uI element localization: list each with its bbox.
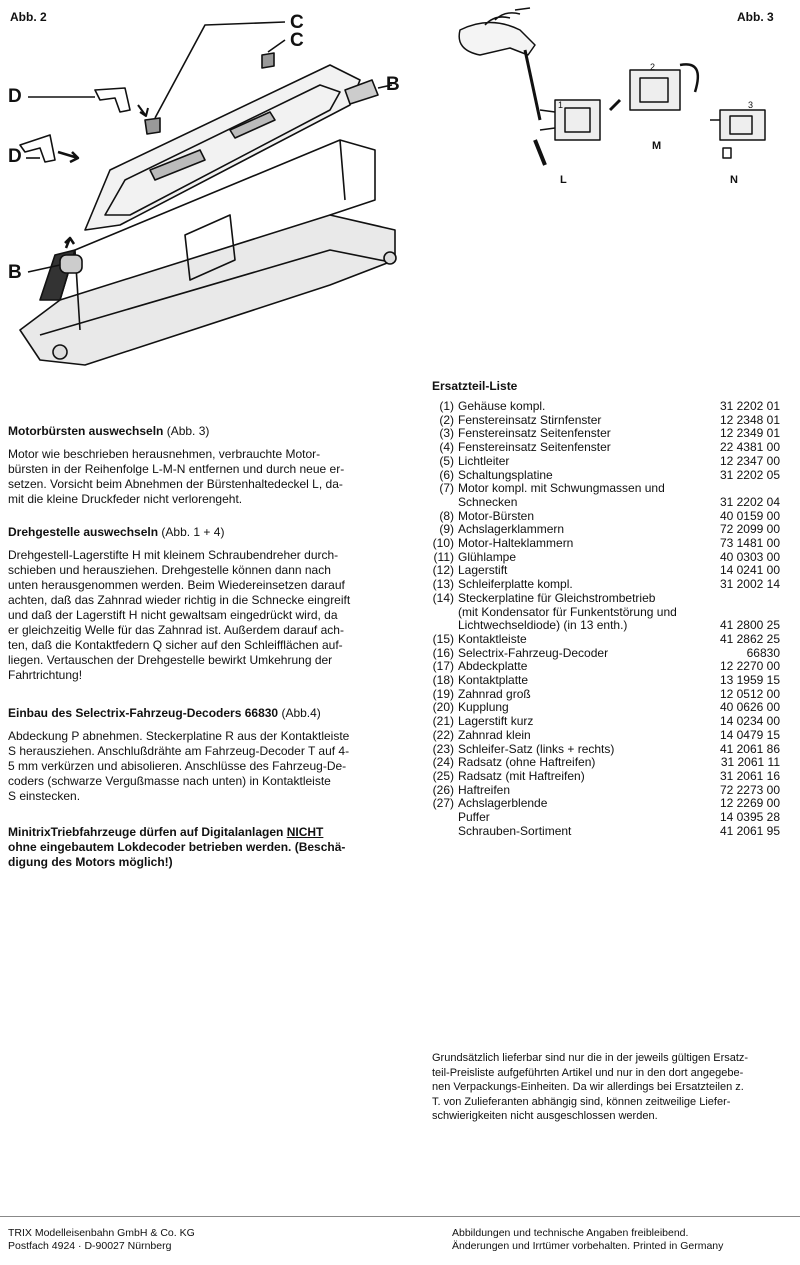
part-name: Lichtwechseldiode) (in 13 enth.) [458, 618, 628, 633]
part-name: Haftreifen [458, 782, 511, 797]
callout-d-upper: D [8, 86, 22, 107]
part-number-index: (12) [432, 563, 454, 578]
warning-line-1 [8, 825, 400, 840]
part-order-number: 40 0626 00 [719, 700, 780, 715]
part-name: Motor kompl. mit Schwungmassen und [458, 481, 665, 496]
section-bogies-heading [8, 525, 224, 540]
part-order-number: 12 2270 00 [719, 659, 780, 674]
text-line: mit die kleine Druckfeder nicht verlorengeht. [8, 492, 243, 506]
part-order-number: 31 2061 16 [719, 768, 780, 783]
section-motor-brushes-title: Motorbürsten auswechseln [8, 424, 164, 438]
parts-row [414, 482, 794, 496]
callout-d-lower: D [8, 146, 22, 167]
part-number-index: (14) [432, 590, 454, 605]
text-line: schieben und herausziehen. Drehgestelle können dann nach [8, 563, 331, 577]
figure-3-label: Abb. 3 [737, 10, 774, 24]
figure-3-motor-brush-drawing [440, 0, 780, 180]
footer-divider [0, 1216, 800, 1217]
section-decoder-text [8, 729, 400, 804]
part-order-number: 14 0395 28 [719, 810, 780, 824]
part-name: Fenstereinsatz Seitenfenster [458, 426, 611, 441]
part-number-index: (2) [439, 412, 454, 427]
text-line: achten, daß das Zahnrad wieder richtig in die Schnecke eingreift [8, 593, 351, 607]
parts-row [414, 729, 794, 743]
text-line: Abdeckung P abnehmen. Steckerplatine R aus der Kontaktleiste [8, 729, 350, 743]
part-order-number: 14 0234 00 [719, 714, 780, 729]
part-number-index: (17) [432, 659, 454, 674]
section-motor-brushes-text [8, 447, 400, 507]
digital-warning [8, 825, 400, 870]
part-number-index: (27) [432, 796, 454, 811]
text-line: coders (schwarze Vergußmasse nach unten) in Kontaktleiste [8, 774, 331, 788]
part-name: Zahnrad klein [458, 727, 531, 742]
parts-row [414, 537, 794, 551]
parts-row [414, 427, 794, 441]
parts-row [414, 647, 794, 661]
part-name: Steckerplatine für Gleichstrombetrieb [458, 590, 656, 605]
abb3-mark-3: 3 [748, 100, 754, 110]
parts-row [414, 510, 794, 524]
section-bogies-text [8, 548, 400, 683]
parts-row [414, 455, 794, 469]
part-name: Puffer [458, 810, 490, 824]
section-bogies-ref: (Abb. 1 + 4) [158, 525, 225, 539]
part-number-index: (9) [439, 522, 454, 537]
part-number-index: (11) [433, 549, 454, 564]
callout-c-upper: C [290, 12, 304, 33]
section-decoder-title: Einbau des Selectrix-Fahrzeug-Decoders 66830 [8, 706, 279, 720]
warning-text: MinitrixTriebfahrzeuge dürfen auf Digitalanlagen [8, 825, 287, 839]
parts-row [414, 756, 794, 770]
part-name: Abdeckplatte [458, 659, 528, 674]
part-number-index: (3) [439, 426, 454, 441]
text-line: bürsten in der Reihenfolge L-M-N entfernen und durch neue er- [8, 462, 345, 476]
footer-address: Postfach 4924 · D-90027 Nürnberg [8, 1240, 172, 1252]
part-number-index: (6) [439, 467, 454, 482]
part-order-number: 22 4381 00 [719, 440, 780, 455]
part-order-number: 12 0512 00 [719, 686, 780, 701]
part-name: Schaltungsplatine [458, 467, 553, 482]
callout-l: L [560, 174, 567, 186]
parts-row [414, 469, 794, 483]
note-line: schwierigkeiten nicht ausgeschlossen werden. [432, 1110, 658, 1122]
text-line: 5 mm verkürzen und abisolieren. Anschlüsse des Fahrzeug-De- [8, 759, 347, 773]
text-line: S einstecken. [8, 789, 81, 803]
part-name: Lagerstift kurz [458, 714, 534, 729]
part-number-index: (24) [432, 755, 454, 770]
warning-emphasis: NICHT [286, 825, 324, 839]
parts-row [414, 592, 794, 606]
part-order-number: 31 2202 01 [719, 399, 780, 413]
parts-row [414, 701, 794, 715]
abb3-mark-2: 2 [650, 62, 656, 72]
note-line: nen Verpackungs-Einheiten. Da wir allerdings bei Ersatzteilen z. [432, 1081, 744, 1093]
availability-note [432, 1051, 792, 1124]
warning-line-2: ohne eingebautem Lokdecoder betrieben werden. (Beschä- [8, 840, 346, 854]
parts-row [414, 523, 794, 537]
part-number-index: (1) [439, 399, 454, 413]
part-name: Schleifer-Satz (links + rechts) [458, 741, 615, 756]
parts-row [414, 797, 794, 811]
footer-disclaimer [452, 1227, 723, 1253]
part-name: Achslagerblende [458, 796, 548, 811]
part-name: Schnecken [458, 494, 518, 509]
part-number-index: (20) [432, 700, 454, 715]
text-line: unten herausgenommen werden. Beim Wiedereinsetzen darauf [8, 578, 345, 592]
part-number-index: (19) [432, 686, 454, 701]
parts-row [414, 564, 794, 578]
part-order-number: 31 2002 14 [719, 577, 780, 592]
part-order-number: 72 2099 00 [719, 522, 780, 537]
part-name: Radsatz (ohne Haftreifen) [458, 755, 596, 770]
parts-list-title: Ersatzteil-Liste [432, 379, 518, 393]
parts-row [414, 674, 794, 688]
part-order-number: 66830 [746, 645, 780, 660]
note-line: T. von Zulieferanten abhängig sind, können zeitweilige Liefer- [432, 1095, 731, 1108]
parts-row [414, 770, 794, 784]
abb3-mark-1: 1 [558, 100, 564, 110]
footer-disclaimer-line-2: Änderungen und Irrtümer vorbehalten. Printed in Germany [452, 1240, 724, 1252]
parts-row [414, 578, 794, 592]
part-name: Achslagerklammern [458, 522, 565, 537]
parts-row [414, 784, 794, 798]
part-name: Kontaktleiste [458, 631, 527, 646]
part-order-number: 31 2202 04 [719, 494, 780, 509]
part-name: Lagerstift [458, 563, 508, 578]
text-line: setzen. Vorsicht beim Abnehmen der Bürstenhaltedeckel L, da- [8, 477, 343, 491]
part-name: Radsatz (mit Haftreifen) [458, 768, 585, 783]
part-number-index: (7) [439, 481, 454, 496]
section-decoder-heading [8, 706, 321, 721]
part-number-index: (13) [432, 577, 454, 592]
text-line: Motor wie beschrieben herausnehmen, verbrauchte Motor- [8, 447, 321, 461]
footer-company: TRIX Modelleisenbahn GmbH & Co. KG [8, 1227, 195, 1239]
parts-row [414, 811, 794, 825]
part-order-number: 40 0159 00 [719, 508, 780, 523]
part-order-number: 12 2269 00 [719, 796, 780, 811]
part-order-number: 41 2862 25 [719, 631, 780, 646]
callout-b-left: B [8, 262, 22, 283]
part-order-number: 12 2347 00 [719, 453, 780, 468]
part-order-number: 41 2061 95 [719, 823, 780, 838]
section-motor-brushes-heading [8, 424, 209, 439]
part-number-index: (22) [432, 727, 454, 742]
footer-disclaimer-line-1: Abbildungen und technische Angaben freibleibend. [452, 1227, 689, 1239]
part-number-index: (8) [439, 508, 454, 523]
parts-row [414, 551, 794, 565]
parts-list [414, 400, 794, 850]
part-order-number: 40 0303 00 [719, 549, 780, 564]
callout-n: N [730, 174, 738, 186]
part-name: (mit Kondensator für Funkentstörung und [458, 604, 677, 619]
part-number-index: (18) [432, 673, 454, 687]
part-order-number: 31 2202 05 [719, 467, 780, 482]
parts-row [414, 633, 794, 647]
parts-row [414, 619, 794, 633]
parts-row [414, 743, 794, 757]
parts-row [414, 400, 794, 414]
part-order-number: 72 2273 00 [719, 782, 780, 797]
part-name: Zahnrad groß [458, 686, 531, 701]
text-line: Drehgestell-Lagerstifte H mit kleinem Schraubendreher durch- [8, 548, 339, 562]
part-name: Schleiferplatte kompl. [458, 577, 573, 592]
part-number-index: (4) [439, 440, 454, 455]
part-order-number: 12 2348 01 [719, 412, 780, 427]
part-order-number: 41 2061 86 [719, 741, 780, 756]
part-name: Motor-Bürsten [458, 508, 535, 523]
part-order-number: 41 2800 25 [719, 618, 780, 633]
part-name: Selectrix-Fahrzeug-Decoder [458, 645, 609, 660]
part-number-index: (15) [432, 631, 454, 646]
part-order-number: 13 1959 15 [719, 673, 780, 687]
warning-line-3: digung des Motors möglich!) [8, 855, 173, 869]
text-line: Fahrtrichtung! [8, 668, 83, 682]
callout-m: M [652, 140, 662, 152]
part-order-number: 14 0479 15 [719, 727, 780, 742]
note-line: Grundsätzlich lieferbar sind nur die in der jeweils gültigen Ersatz- [432, 1052, 749, 1064]
text-line: ten, daß die Kontaktfedern Q sicher auf den Schleifflächen auf- [8, 638, 343, 652]
section-motor-brushes-ref: (Abb. 3) [163, 424, 210, 438]
part-number-index: (16) [432, 645, 454, 660]
part-number-index: (26) [432, 782, 454, 797]
part-number-index: (21) [432, 714, 454, 729]
part-name: Kontaktplatte [458, 673, 529, 687]
part-order-number: 12 2349 01 [719, 426, 780, 441]
parts-row [414, 606, 794, 620]
parts-row [414, 688, 794, 702]
text-line: S herausziehen. Anschlußdrähte am Fahrzeug-Decoder T auf 4- [8, 744, 350, 758]
text-line: liegen. Vertauschen der Drehgestelle bewirkt Umkehrung der [8, 653, 333, 667]
parts-row [414, 496, 794, 510]
part-name: Motor-Halteklammern [458, 536, 574, 550]
part-name: Kupplung [458, 700, 509, 715]
part-name: Glühlampe [458, 549, 517, 564]
part-number-index: (23) [432, 741, 454, 756]
parts-row [414, 441, 794, 455]
callout-c-lower: C [290, 30, 304, 51]
callout-b-right: B [386, 74, 400, 95]
part-number-index: (5) [439, 453, 454, 468]
text-line: er gleichzeitig Welle für das Zahnrad ist. Außerdem darauf ach- [8, 623, 344, 637]
part-name: Fenstereinsatz Seitenfenster [458, 440, 611, 455]
part-number-index: (25) [432, 768, 454, 783]
note-line: teil-Preisliste aufgeführten Artikel und nur in den dort angegebe- [432, 1066, 744, 1079]
parts-row [414, 414, 794, 428]
parts-row [414, 825, 794, 839]
part-name: Lichtleiter [458, 453, 510, 468]
parts-row [414, 715, 794, 729]
part-order-number: 31 2061 11 [720, 755, 780, 770]
footer-publisher [8, 1227, 195, 1253]
section-decoder-ref: (Abb.4) [278, 706, 321, 720]
part-order-number: 14 0241 00 [719, 563, 780, 578]
text-line: und daß der Lagerstift H nicht gewaltsam eingedrückt wird, da [8, 608, 338, 622]
part-name: Gehäuse kompl. [458, 399, 546, 413]
part-name: Fenstereinsatz Stirnfenster [458, 412, 602, 427]
section-bogies-title: Drehgestelle auswechseln [8, 525, 159, 539]
part-name: Schrauben-Sortiment [458, 823, 572, 838]
figure-2-locomotive-drawing [0, 0, 400, 370]
figure-2-label: Abb. 2 [10, 10, 47, 24]
parts-row [414, 660, 794, 674]
part-order-number: 73 1481 00 [719, 536, 780, 550]
part-number-index: (10) [432, 536, 454, 550]
